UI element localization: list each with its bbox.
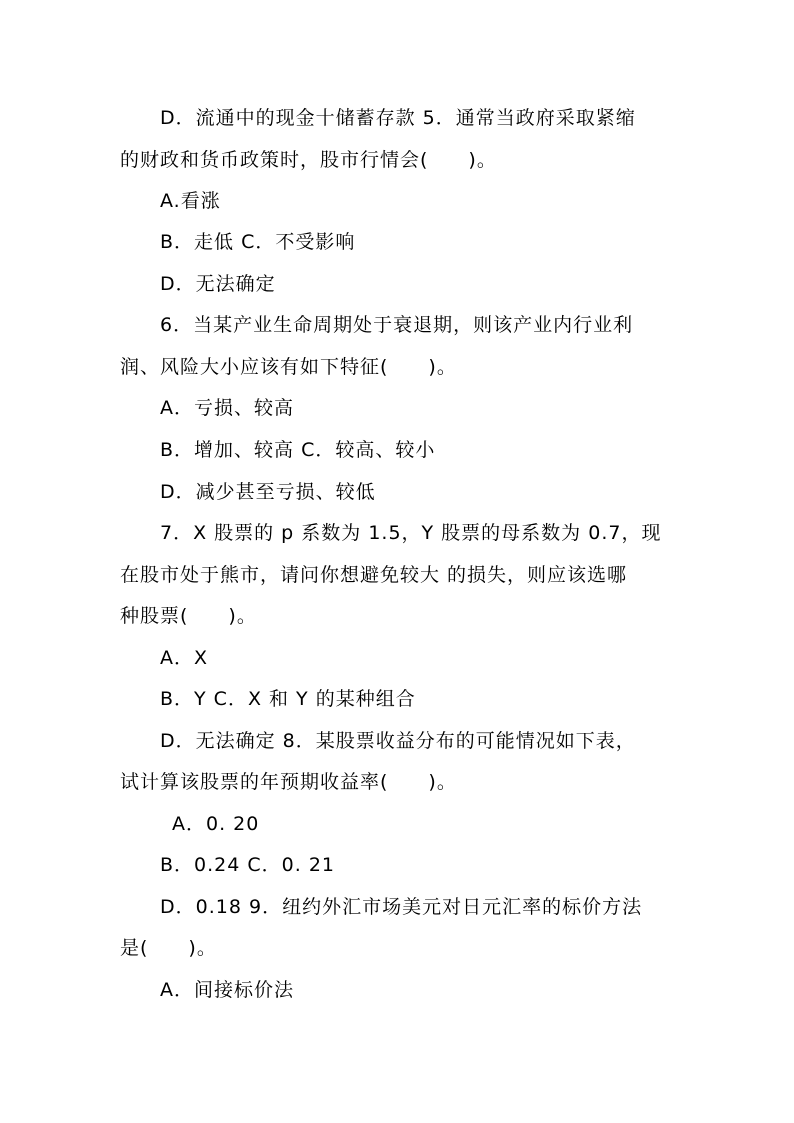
text-line: D．无法确定 [160,273,276,295]
text-line: B．走低 C．不受影响 [160,231,356,253]
text-line: 种股票( )。 [120,605,257,627]
text-line: D．减少甚至亏损、较低 [160,481,376,503]
text-line: D．无法确定 8．某股票收益分布的可能情况如下表， [160,730,636,752]
text-line: 的财政和货币政策时，股市行情会( )。 [120,149,497,171]
text-line: B．Y C．X 和 Y 的某种组合 [160,688,416,710]
text-line: 7．X 股票的 p 系数为 1.5，Y 股票的母系数为 0.7，现 [160,522,662,544]
text-line: B．0.24 C．0. 21 [160,854,335,876]
text-line: 6．当某产业生命周期处于衰退期，则该产业内行业利 [160,314,634,336]
text-line: B．增加、较高 C．较高、较小 [160,439,436,461]
text-line: A．X [160,647,209,669]
text-line: D．0.18 9．纽约外汇市场美元对日元汇率的标价方法 [160,896,643,918]
text-line: A．0. 20 [172,813,260,835]
text-line: A．亏损、较高 [160,397,294,419]
text-line: A．间接标价法 [160,979,294,1001]
text-line: 试计算该股票的年预期收益率( )。 [120,771,457,793]
text-line: D．流通中的现金十储蓄存款 5．通常当政府采取紧缩 [160,107,636,129]
text-line: A.看涨 [160,190,221,212]
text-line: 在股市处于熊市，请问你想避免较大 的损失，则应该选哪 [120,564,628,586]
text-line: 润、风险大小应该有如下特征( )。 [120,356,457,378]
text-line: 是( )。 [120,937,217,959]
